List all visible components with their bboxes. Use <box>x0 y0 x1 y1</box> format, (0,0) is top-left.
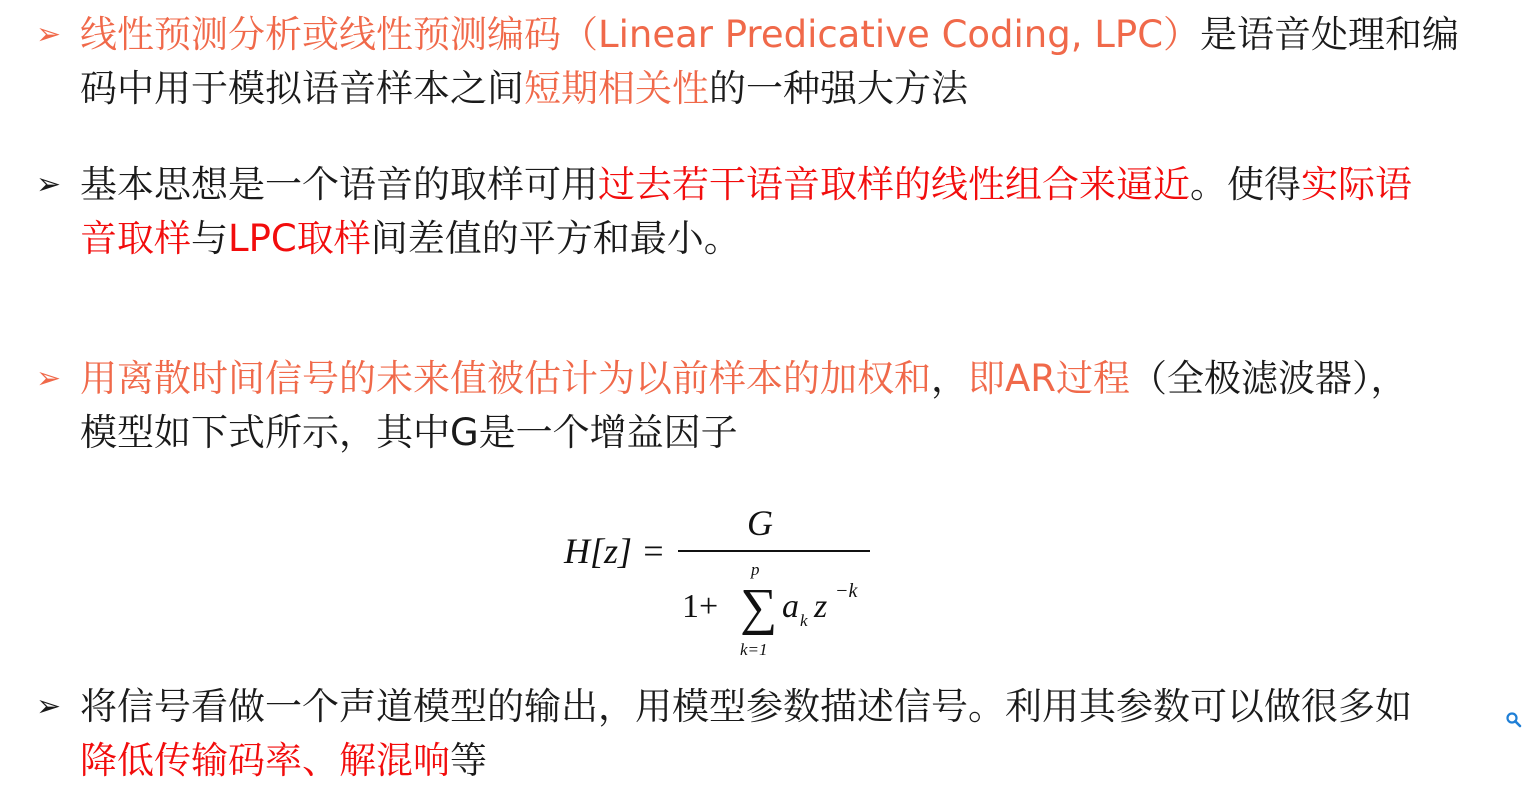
coefficient-subscript: k <box>800 611 808 630</box>
text-span: 等 <box>450 739 487 782</box>
text-span: LPC取样 <box>228 217 371 260</box>
bullet-line <box>36 62 1506 116</box>
sum-lower-limit: k=1 <box>740 640 768 659</box>
bullet-arrow-icon: ➢ <box>36 167 62 202</box>
bullet-2 <box>36 158 1506 266</box>
text-span: 过去若干语音取样的线性组合来逼近 <box>598 163 1190 206</box>
coefficient-a: a <box>782 588 799 625</box>
text-span: 降低传输码率、解混响 <box>80 739 450 782</box>
bullet-1 <box>36 8 1506 116</box>
text-span: 短期相关性 <box>524 67 709 110</box>
bullet-arrow-icon: ➢ <box>36 361 62 396</box>
bullet-4 <box>36 680 1506 788</box>
text-span: 将信号看做一个声道模型的输出，用模型参数描述信号。利用其参数可以做很多如 <box>80 685 1412 728</box>
exponent: −k <box>835 580 858 602</box>
bullet-arrow-icon: ➢ <box>36 689 62 724</box>
text-span: 音取样 <box>80 217 191 260</box>
sum-upper-limit: p <box>751 560 760 579</box>
text-span: （全极滤波器）， <box>1130 357 1408 400</box>
lpc-transfer-function-formula <box>560 505 880 665</box>
bullet-3 <box>36 352 1506 460</box>
formula-one-plus: 1+ <box>682 588 719 625</box>
bullet-line <box>36 212 1506 266</box>
text-span: 模型如下式所示，其中G是一个增益因子 <box>80 411 738 454</box>
text-span: 间差值的平方和最小。 <box>370 217 741 260</box>
text-span: 用离散时间信号的未来值被估计为以前样本的加权和 <box>80 357 931 400</box>
zoom-icon[interactable] <box>1504 710 1524 730</box>
text-span: 实际语 <box>1301 163 1412 206</box>
bullet-line <box>36 680 1506 734</box>
text-span: 码中用于模拟语音样本之间 <box>80 67 524 110</box>
text-span: 的一种强大方法 <box>709 67 968 110</box>
bullet-line <box>36 406 1506 460</box>
text-span: 。使得 <box>1190 163 1301 206</box>
text-span: 线性预测分析或线性预测编码（Linear Predicative Coding, LPC） <box>80 13 1201 56</box>
variable-z: z <box>814 588 828 625</box>
text-span: 即AR过程 <box>968 357 1131 400</box>
text-span: 是语音处理和编 <box>1200 13 1460 56</box>
formula-numerator: G <box>747 505 773 543</box>
text-span: ， <box>931 357 968 400</box>
bullet-line <box>36 734 1506 788</box>
bullet-line <box>36 352 1506 406</box>
bullet-arrow-icon: ➢ <box>36 17 62 52</box>
text-span: 与 <box>191 217 228 260</box>
bullet-line <box>36 8 1506 62</box>
text-span: 基本思想是一个语音的取样可用 <box>80 163 598 206</box>
bullet-line <box>36 158 1506 212</box>
formula-lhs: H[z] = <box>564 531 666 571</box>
sum-symbol: ∑ <box>740 579 778 636</box>
